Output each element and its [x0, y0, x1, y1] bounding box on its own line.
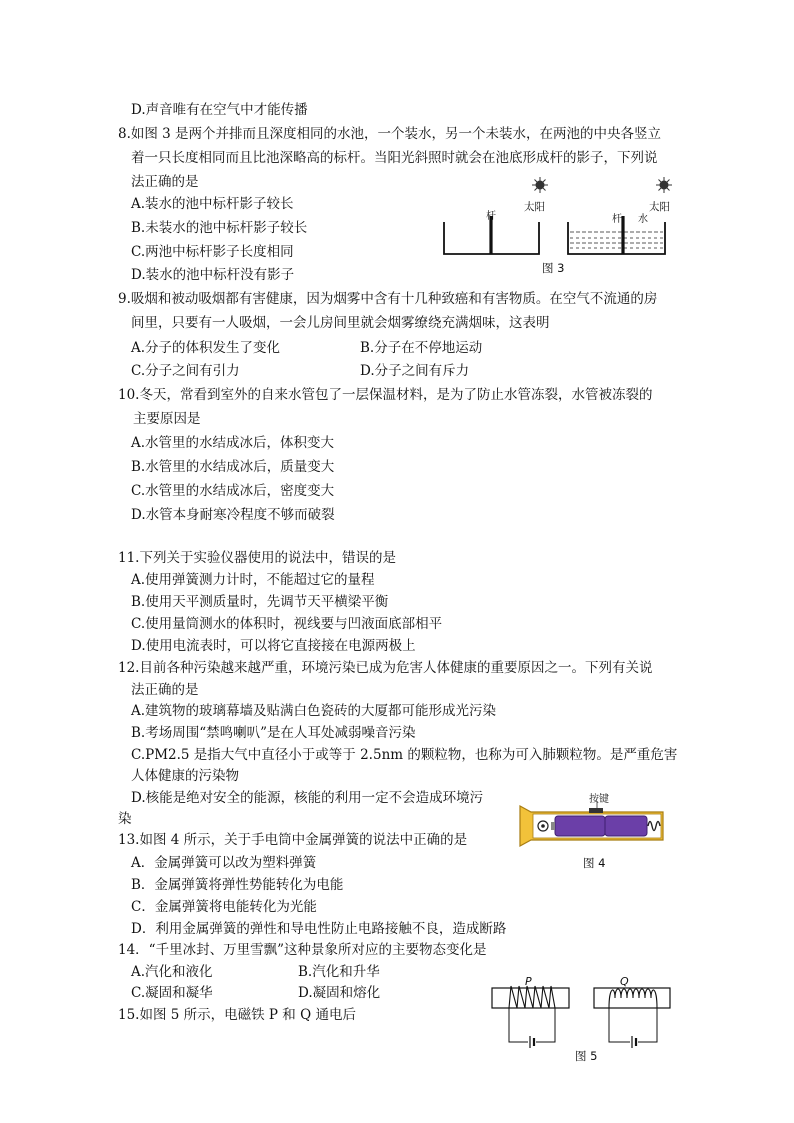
- wire-q-right: [638, 1008, 657, 1042]
- q10-option-c: C.水管里的水结成冰后，密度变大: [131, 483, 335, 499]
- q12-option-c-2: 人体健康的污染物: [131, 768, 239, 784]
- q14-option-c: C.凝固和凝华: [131, 985, 213, 1001]
- q8-option-d: D.装水的池中标杆没有影子: [131, 267, 295, 283]
- q9-option-b: B.分子在不停地运动: [360, 340, 483, 356]
- sun-right-icon: [656, 177, 672, 193]
- q9-option-d: D.分子之间有斥力: [360, 363, 470, 379]
- q12-stem-2: 法正确的是: [131, 682, 199, 698]
- wire-q-left: [609, 1008, 630, 1042]
- q8-option-b: B.未装水的池中标杆影子较长: [131, 220, 308, 236]
- wire-p-right: [536, 1008, 555, 1042]
- q-label: Q: [620, 975, 629, 988]
- button-label: 按键: [589, 794, 609, 805]
- sun-right-label: 太阳: [649, 201, 670, 213]
- wire-p-left: [509, 1008, 528, 1042]
- q12-stem-1: 12.目前各种污染越来越严重，环境污染已成为危害人体健康的重要原因之一。下列有关说: [118, 660, 653, 676]
- q10-stem-2: 主要原因是: [133, 411, 201, 427]
- q14-option-d: D.凝固和熔化: [298, 985, 381, 1001]
- q12-option-a: A.建筑物的玻璃幕墙及贴满白色瓷砖的大厦都可能形成光污染: [131, 703, 497, 719]
- q12-option-d-2: 染: [118, 811, 132, 827]
- q12-option-c-1: C.PM2.5 是指大气中直径小于或等于 2.5nm 的颗粒物，也称为可入肺颗粒物。是严重危害: [131, 747, 678, 763]
- q8-stem-3: 法正确的是: [131, 174, 199, 190]
- battery-p-icon: [530, 1036, 534, 1048]
- q11-option-b: B.使用天平测质量时，先调节天平横梁平衡: [131, 594, 389, 610]
- q14-stem: 14．“千里冰封、万里雪飘”这种景象所对应的主要物态变化是: [118, 942, 487, 958]
- battery-2: [605, 816, 647, 836]
- q10-option-a: A.水管里的水结成冰后，体积变大: [131, 435, 335, 451]
- p-label: P: [525, 975, 532, 988]
- q8-option-a: A.装水的池中标杆影子较长: [131, 196, 294, 212]
- q12-option-d-1: D.核能是绝对安全的能源，核能的利用一定不会造成环境污: [131, 790, 484, 806]
- q13-option-d: D．利用金属弹簧的弹性和导电性防止电路接触不良，造成断路: [131, 921, 507, 937]
- q10-option-b: B.水管里的水结成冰后，质量变大: [131, 459, 335, 475]
- battery-q-icon: [632, 1036, 636, 1048]
- q7-option-d: D.声音唯有在空气中才能传播: [131, 102, 308, 118]
- q8-stem-1: 8.如图 3 是两个并排而且深度相同的水池，一个装水，另一个未装水，在两池的中央各竖立: [118, 126, 662, 142]
- q11-option-a: A.使用弹簧测力计时，不能超过它的量程: [131, 572, 375, 588]
- q13-option-c: C．金属弹簧将电能转化为光能: [131, 899, 317, 915]
- figure-3-caption: 图 3: [542, 261, 565, 275]
- q9-stem-1: 9.吸烟和被动吸烟都有害健康，因为烟雾中含有十几种致癌和有害物质。在空气不流通的房: [118, 291, 658, 307]
- q10-option-d: D.水管本身耐寒冷程度不够而破裂: [131, 507, 335, 523]
- q13-option-b: B．金属弹簧将弹性势能转化为电能: [131, 877, 344, 893]
- q14-option-a: A.汽化和液化: [131, 964, 213, 980]
- pole-right-label: 杆: [612, 214, 622, 225]
- figure-5-caption: 图 5: [575, 1049, 598, 1063]
- q13-stem: 13.如图 4 所示，关于手电筒中金属弹簧的说法中正确的是: [118, 832, 468, 848]
- q11-stem: 11.下列关于实验仪器使用的说法中，错误的是: [118, 550, 396, 566]
- q12-option-b: B.考场周围“禁鸣喇叭”是在人耳处减弱噪音污染: [131, 725, 416, 741]
- sun-left-label: 太阳: [524, 201, 545, 213]
- sun-left-icon: [532, 177, 548, 193]
- q13-option-a: A．金属弹簧可以改为塑料弹簧: [131, 855, 317, 871]
- figure-5-electromagnets: [485, 970, 685, 1065]
- q9-stem-2: 间里，只要有一人吸烟，一会儿房间里就会烟雾缭绕充满烟味，这表明: [131, 315, 550, 331]
- battery-1: [555, 816, 605, 836]
- water-label: 水: [638, 214, 648, 225]
- q10-stem-1: 10.冬天，常看到室外的自来水管包了一层保温材料，是为了防止水管冻裂，水管被冻裂的: [118, 387, 653, 403]
- q9-option-c: C.分子之间有引力: [131, 363, 240, 379]
- pole-left-label: 杆: [486, 211, 496, 222]
- figure-4-caption: 图 4: [583, 856, 606, 870]
- q15-stem: 15.如图 5 所示，电磁铁 P 和 Q 通电后: [118, 1007, 356, 1023]
- switch-button-icon: [589, 808, 603, 813]
- q11-option-c: C.使用量筒测水的体积时，视线要与凹液面底部相平: [131, 616, 443, 632]
- q11-option-d: D.使用电流表时，可以将它直接接在电源两极上: [131, 638, 416, 654]
- q9-option-a: A.分子的体积发生了变化: [131, 340, 281, 356]
- battery-terminal: [551, 822, 555, 830]
- q8-stem-2: 着一只长度相同而且比池深略高的标杆。当阳光斜照时就会在池底形成杆的影子，下列说: [131, 150, 658, 166]
- figure-3-pools: [436, 172, 686, 282]
- q14-option-b: B.汽化和升华: [298, 964, 380, 980]
- figure-4-flashlight: [515, 790, 675, 874]
- q8-option-c: C.两池中标杆影子长度相同: [131, 244, 294, 260]
